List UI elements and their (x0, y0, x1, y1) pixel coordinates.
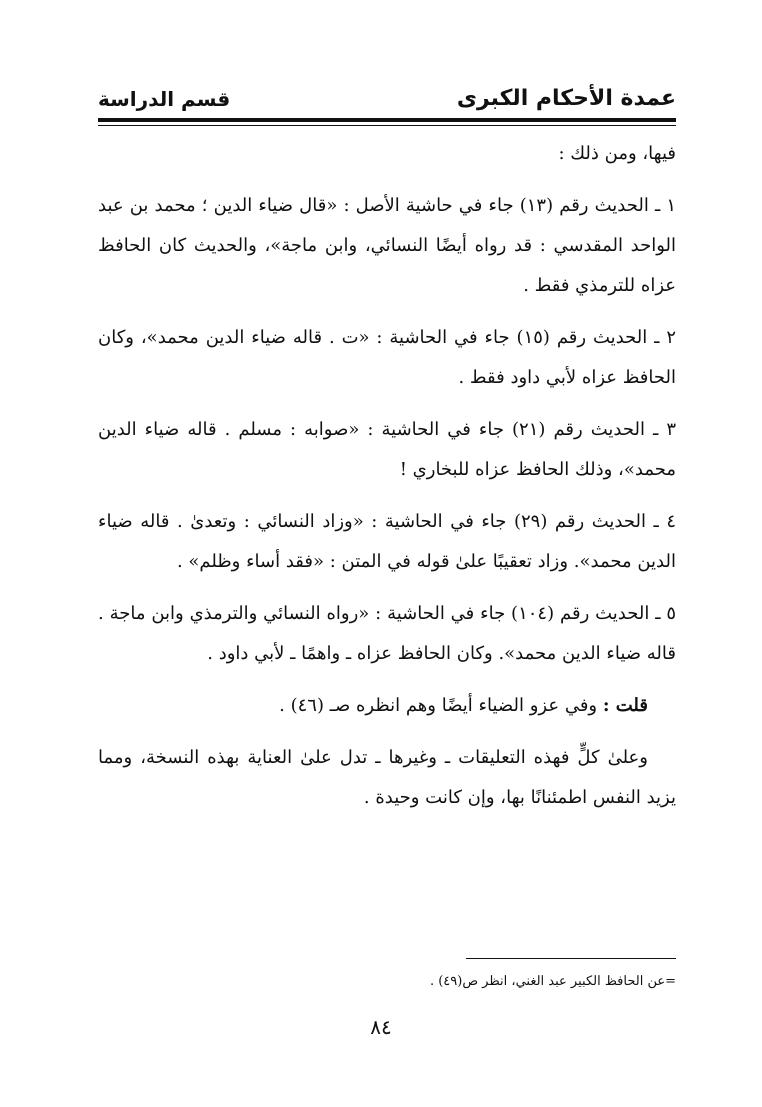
item-3: ٣ ـ الحديث رقم (٢١) جاء في الحاشية : «صوابه : مسلم . قاله ضياء الدين محمد»، وذلك الحافظ عزاه للبخاري ! (98, 419, 676, 480)
author-note-text: وفي عزو الضياء أيضًا وهم انظره صـ (٤٦) . (279, 695, 603, 716)
author-note (98, 686, 676, 726)
author-note-label: قلت : (602, 695, 648, 716)
page-number: ٨٤ (370, 1015, 392, 1039)
book-title: عمدة الأحكام الكبرى (456, 86, 676, 111)
intro-line: فيها، ومن ذلك : (558, 143, 676, 164)
footnote-separator (466, 958, 676, 959)
item-5: ٥ ـ الحديث رقم (١٠٤) جاء في الحاشية : «رواه النسائي والترمذي وابن ماجة . قاله ضياء الدين محمد». وكان الحافظ عزاه ـ واهمًا ـ لأبي داود . (98, 603, 676, 664)
item-4: ٤ ـ الحديث رقم (٢٩) جاء في الحاشية : «وزاد النسائي : وتعدىٰ . قاله ضياء الدين محمد». وزاد تعقيبًا علىٰ قوله في المتن : «فقد أساء وظلم» . (98, 511, 676, 572)
conclusion-paragraph: وعلىٰ كلٍّ فهذه التعليقات ـ وغيرها ـ تدل علىٰ العناية بهذه النسخة، ومما يزيد النفس اطمئنانًا بها، وإن كانت وحيدة . (98, 747, 676, 808)
running-header (98, 84, 676, 118)
section-title: قسم الدراسة (98, 87, 231, 111)
item-1: ١ ـ الحديث رقم (١٣) جاء في حاشية الأصل : «قال ضياء الدين ؛ محمد بن عبد الواحد المقدسي : قد رواه أيضًا النسائي، وابن ماجة»، والحديث كان الحافظ عزاه للترمذي فقط . (98, 195, 677, 296)
header-rule-thin (98, 125, 676, 126)
footnote: =عن الحافظ الكبير عبد الغني، انظر ص(٤٩) . (429, 974, 676, 989)
item-2: ٢ ـ الحديث رقم (١٥) جاء في الحاشية : «ت . قاله ضياء الدين محمد»، وكان الحافظ عزاه لأبي داود فقط . (98, 327, 676, 388)
header-rule-thick (98, 118, 676, 122)
body-text (98, 134, 676, 818)
